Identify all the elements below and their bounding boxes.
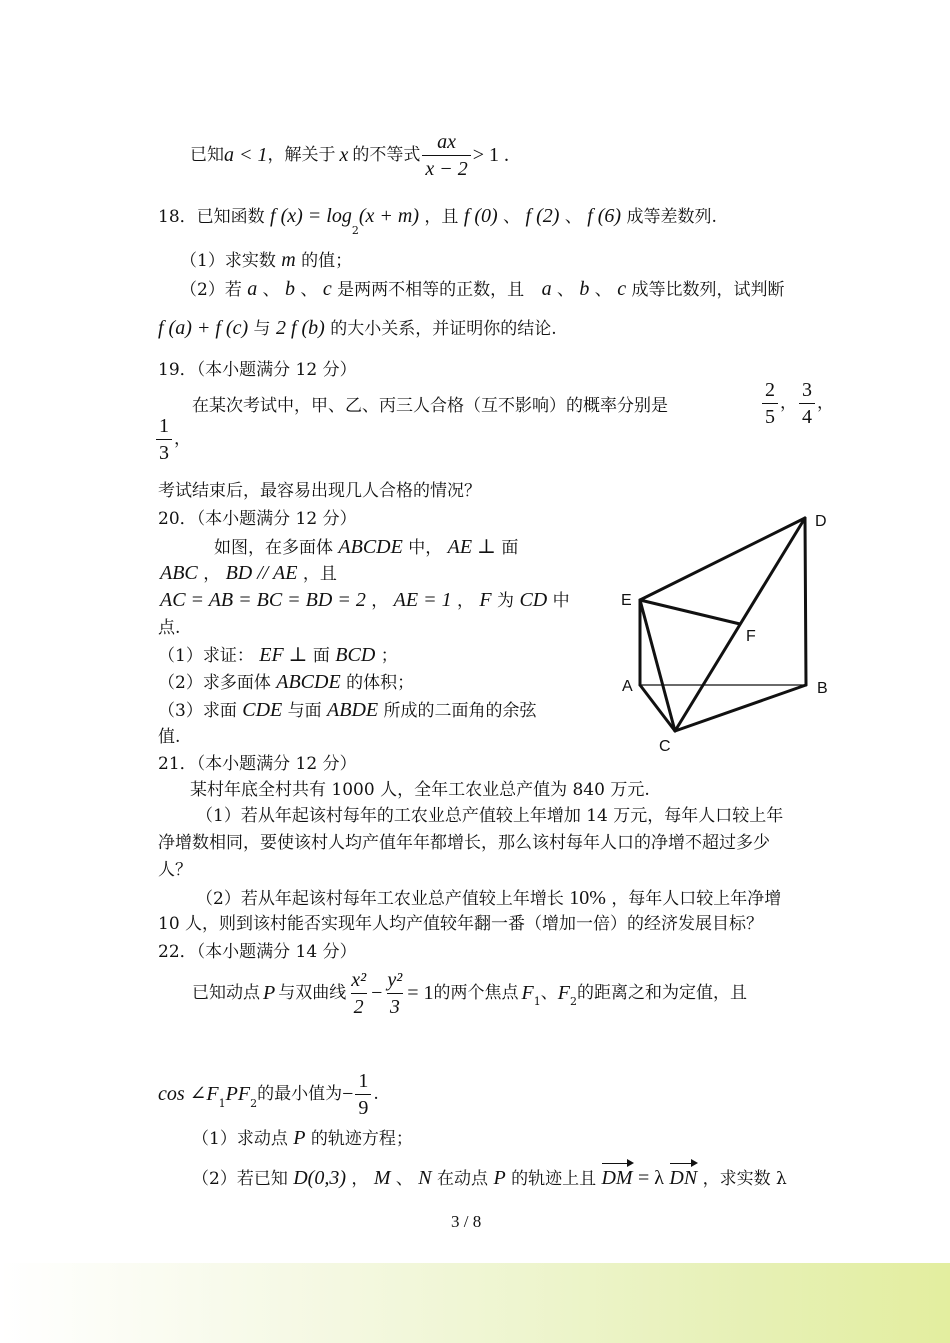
q20-math: ABDE	[327, 699, 379, 721]
q18-expression: f (a) + f (c)	[158, 317, 249, 339]
q22-text: 的两个焦点	[433, 982, 519, 1003]
q22-math: M	[373, 1167, 391, 1189]
q18-sep: 、	[556, 280, 574, 300]
vector-DN: DN	[669, 1167, 698, 1189]
fraction-numerator: x²	[351, 968, 367, 991]
q18-text: 与	[253, 319, 271, 339]
q22-line1	[192, 966, 747, 1020]
q22-text: ，	[351, 1169, 369, 1189]
q21-text: ，每年人口较上年净增	[611, 889, 782, 909]
q20-line1	[214, 537, 518, 557]
label-F: F	[746, 628, 756, 645]
q18-var: b	[579, 278, 590, 300]
subscript: 1	[218, 1096, 226, 1110]
q18-sep: 、	[594, 280, 612, 300]
q18-function: f (x) = log	[270, 205, 352, 227]
log-base: 2	[351, 224, 359, 238]
q22-math: P	[493, 1167, 506, 1189]
q18-part1-text: （1）求实数	[180, 251, 276, 271]
q22-sep: 、	[395, 1169, 413, 1189]
q20-math: CDE	[242, 699, 283, 721]
q18-var: a	[247, 278, 258, 300]
q22-line2	[158, 1066, 379, 1122]
q20-math: CD	[519, 589, 548, 611]
focus-F2: F	[557, 982, 570, 1004]
edge-EF	[640, 600, 740, 624]
q22-cos: cos ∠F	[158, 1083, 219, 1105]
q20-text: （2）求多面体	[158, 673, 271, 693]
fraction-denominator: 3	[387, 993, 403, 1017]
subscript: 2	[250, 1096, 258, 1110]
hyperbola-y-term	[384, 970, 405, 1017]
q20-math: AE ⊥	[447, 536, 496, 558]
q17-text: 已知	[190, 144, 224, 165]
q17-rhs: > 1 .	[472, 144, 510, 166]
q22-text: 的最小值为	[257, 1083, 343, 1104]
q18-number: 18．已知函数	[158, 207, 265, 227]
q20-math: ABCDE	[338, 536, 403, 558]
label-A: A	[622, 678, 633, 695]
q21-text: （2）若从年起该村每年工农业总产值较上年增长	[196, 889, 564, 909]
q20-text: 面	[501, 538, 519, 558]
q21-heading: 21．（本小题满分 12 分）	[158, 754, 357, 774]
q20-text: 中，	[408, 538, 443, 558]
q22-math: D(0,3)	[293, 1167, 346, 1189]
fraction-numerator: 3	[802, 379, 812, 401]
q20-text: 所成的二面角的余弦	[383, 701, 537, 721]
q20-line2	[160, 563, 337, 583]
q21-part1-a: （1）若从年起该村每年的工农业总产值较上年增加 14 万元，每年人口较上年	[196, 806, 784, 826]
q18-part2-text: （2）若	[180, 280, 242, 300]
q21-part2-b: 10 人，则到该村能否实现年人均产值较年翻一番（增加一倍）的经济发展目标？	[158, 914, 764, 934]
q20-text: ，且	[302, 564, 337, 584]
focus-F1: F	[521, 982, 534, 1004]
q17-variable: x	[339, 144, 349, 166]
q22-sep: 、	[540, 982, 558, 1003]
q18-var: b	[285, 278, 296, 300]
q22-text: 的距离之和为定值，且	[576, 982, 747, 1003]
q20-line4: 点.	[158, 618, 181, 638]
q19-text: 在某次考试中，甲、乙、丙三人合格（互不影响）的概率分别是	[192, 396, 668, 416]
q18-text: 的大小关系，并证明你的结论.	[330, 319, 557, 339]
q19-stem	[192, 398, 668, 415]
q18-var: a	[541, 278, 552, 300]
fraction-denominator: 9	[355, 1094, 371, 1118]
q18-text: ，且	[424, 207, 459, 227]
q20-text: ；	[380, 646, 398, 666]
q22-text: ，求实数 λ	[702, 1169, 787, 1189]
q17-fraction	[422, 132, 470, 179]
q18-expression: 2 f (b)	[275, 317, 325, 339]
fraction-denominator: 5	[762, 403, 778, 427]
comma: ，	[817, 393, 834, 413]
q22-text: （1）求动点	[192, 1129, 288, 1149]
q20-part2	[158, 672, 414, 692]
edge-DB	[805, 518, 806, 685]
q19-probabilities	[760, 380, 834, 427]
footer-decoration	[0, 1263, 950, 1343]
q18-term: f (6)	[587, 205, 622, 227]
fraction-denominator: 3	[156, 439, 172, 463]
q18-sep: 、	[503, 207, 521, 227]
q18-part1-var: m	[281, 249, 296, 271]
q21-math: 10%	[569, 887, 606, 909]
edge-EC	[640, 600, 675, 731]
period: .	[373, 1083, 379, 1104]
q22-math: P	[293, 1127, 306, 1149]
q18-part2	[180, 279, 784, 299]
q22-part1	[192, 1128, 413, 1148]
q18-var: c	[322, 278, 332, 300]
q21-part1-b: 净增数相同，要使该村人均产值年年都增长，那么该村每年人口的净增不超过多少	[158, 833, 770, 853]
fraction-numerator: y²	[387, 968, 403, 991]
q20-text: （1）求证：	[158, 646, 254, 666]
q18-sep: 、	[300, 280, 318, 300]
q20-text: 中	[552, 591, 570, 611]
q22-text: 与双曲线	[278, 982, 347, 1003]
q18-part1-text: 的值；	[301, 251, 353, 271]
q22-text: 在动点	[437, 1169, 489, 1189]
q22-heading: 22．（本小题满分 14 分）	[158, 942, 357, 962]
q20-math: EF ⊥	[259, 644, 308, 666]
comma: ，	[174, 429, 191, 449]
q18-part2-cont	[158, 318, 557, 338]
q18-part2-text: 成等比数列，试判断	[631, 280, 785, 300]
q18-argument: (x + m)	[358, 205, 419, 227]
q21-part2-a	[196, 888, 781, 908]
q22-text: 已知动点	[192, 982, 260, 1003]
label-C: C	[659, 738, 671, 755]
q20-math: F	[479, 589, 492, 611]
q20-part1	[158, 645, 398, 665]
minus-sign: −	[342, 1083, 354, 1105]
fraction-numerator: ax	[437, 130, 457, 153]
q20-text: 如图，在多面体	[214, 538, 333, 558]
label-E: E	[621, 592, 632, 609]
q20-line3	[160, 590, 570, 610]
q18-stem	[158, 205, 717, 238]
subscript: 2	[569, 994, 577, 1008]
q19-heading: 19．（本小题满分 12 分）	[158, 360, 357, 380]
q18-var: c	[617, 278, 627, 300]
q20-math: BCD	[335, 644, 376, 666]
q17-text: 的不等式	[352, 144, 421, 165]
q20-math: ABC	[160, 562, 198, 584]
q20-math: BD // AE	[225, 562, 298, 584]
fraction-denominator: 2	[351, 993, 367, 1017]
q21-part1-c: 人？	[158, 860, 192, 880]
minus-sign: −	[371, 982, 383, 1004]
fraction-numerator: 1	[358, 1069, 369, 1092]
q20-text: 为	[497, 591, 515, 611]
polyhedron-figure	[615, 505, 840, 755]
fraction-numerator: 1	[159, 415, 169, 437]
q20-text: ，	[203, 564, 221, 584]
q18-term: f (0)	[463, 205, 498, 227]
q22-math: = λ	[638, 1167, 664, 1189]
q22-math: P	[263, 982, 276, 1004]
label-D: D	[815, 513, 827, 530]
q18-part2-text: 是两两不相等的正数，且	[337, 280, 525, 300]
q20-math: ABCDE	[276, 671, 341, 693]
q20-text: ，	[371, 591, 389, 611]
q19-probability-3	[154, 416, 191, 463]
q22-cos: PF	[225, 1083, 251, 1105]
page-number: 3 / 8	[451, 1212, 482, 1231]
hyperbola-x-term	[348, 970, 369, 1017]
equals-one: = 1	[407, 982, 434, 1004]
prob-fraction-3	[156, 416, 172, 463]
fraction-numerator: 2	[765, 379, 775, 401]
q17-line	[190, 128, 509, 182]
comma: ，	[780, 393, 797, 413]
q22-text: （2）若已知	[192, 1169, 288, 1189]
subscript: 1	[533, 994, 541, 1008]
q20-text: 面	[312, 646, 330, 666]
q18-term: f (2)	[525, 205, 560, 227]
fraction-denominator: 4	[799, 403, 815, 427]
q20-text: 的体积；	[346, 673, 415, 693]
edge-CB	[675, 685, 806, 731]
min-value-fraction	[355, 1071, 371, 1118]
q22-text: 的轨迹上且	[511, 1169, 597, 1189]
q20-part3	[158, 700, 537, 720]
q20-text: ，	[457, 591, 474, 611]
prob-fraction-2	[799, 380, 815, 427]
q20-part3-tail: 值.	[158, 727, 181, 747]
q22-part2	[192, 1168, 787, 1188]
vector-DM: DM	[601, 1167, 633, 1189]
q21-intro: 某村年底全村共有 1000 人，全年工农业总产值为 840 万元.	[190, 780, 650, 800]
q20-text: （3）求面	[158, 701, 237, 721]
q18-text: 成等差数列.	[626, 207, 717, 227]
q20-math: AE = 1	[393, 589, 452, 611]
q22-text: 的轨迹方程；	[310, 1129, 413, 1149]
q17-text: ，解关于	[267, 144, 336, 165]
q18-part1	[180, 250, 352, 270]
q22-math: N	[418, 1167, 432, 1189]
q20-text: 与面	[287, 701, 322, 721]
q18-sep: 、	[262, 280, 280, 300]
q19-tail: 考试结束后，最容易出现几人合格的情况？	[158, 481, 481, 501]
q18-sep: 、	[564, 207, 582, 227]
fraction-denominator: x − 2	[422, 155, 470, 179]
prob-fraction-1	[762, 380, 778, 427]
q17-condition: a < 1	[224, 144, 268, 166]
q20-math: AC = AB = BC = BD = 2	[160, 589, 366, 611]
label-B: B	[817, 680, 828, 697]
q20-heading: 20．（本小题满分 12 分）	[158, 509, 357, 529]
